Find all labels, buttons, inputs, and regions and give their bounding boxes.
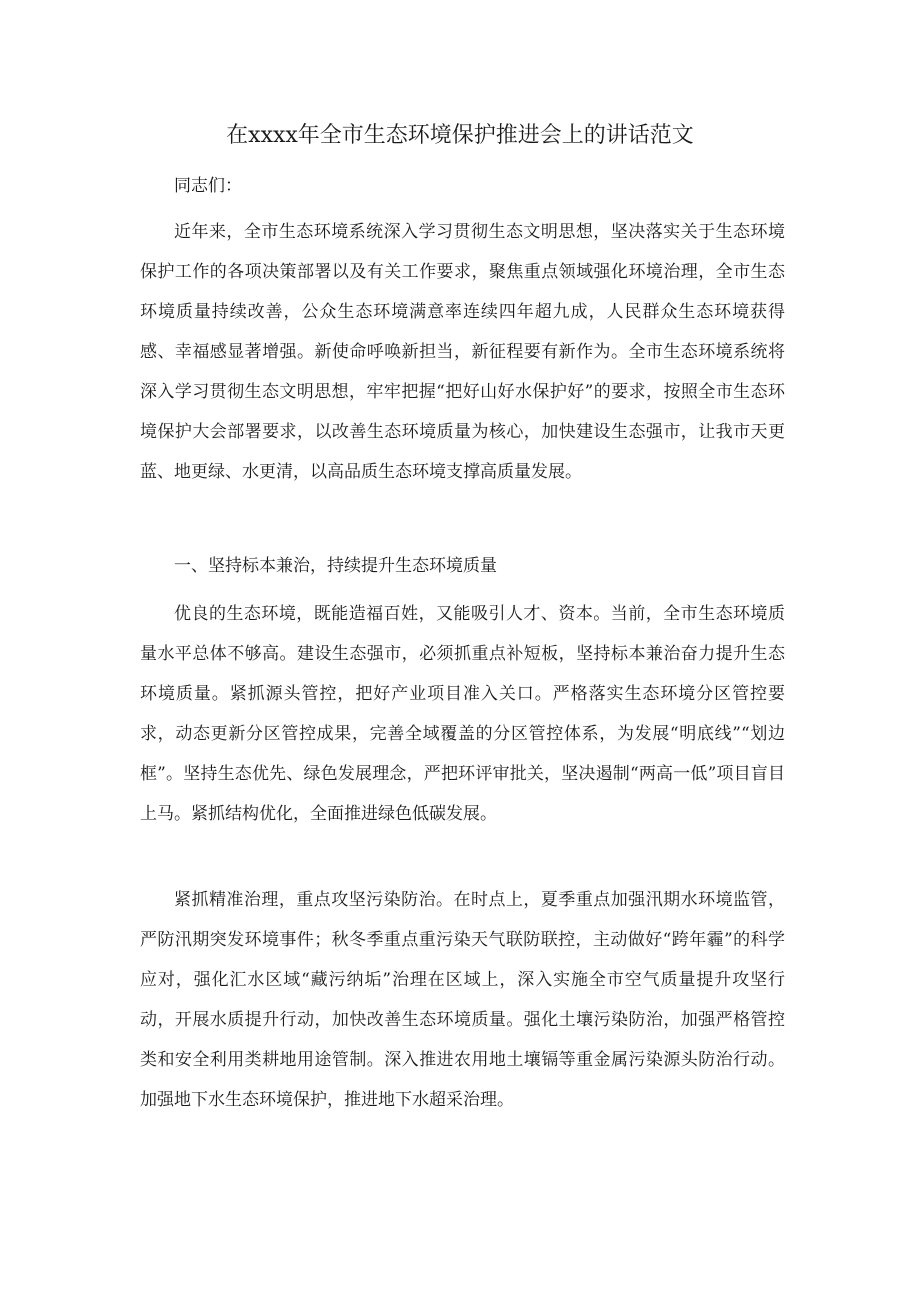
salutation: 同志们： (174, 176, 242, 196)
document-title: 在xxxx年全市生态环境保护推进会上的讲话范文 (226, 123, 694, 148)
paragraph-body-1: 优良的生态环境，既能造福百姓，又能吸引人才、资本。当前，全市生态环境质量水平总体不够高。建设生态强市，必须抓重点补短板，坚持标本兼治奋力提升生态环境质量。紧抓源头管控，把好产业项目准入关口。严格落实生态环境分区管控要求，动态更新分区管控成果，完善全域覆盖的分区管控体系，为发展“明底线”“划边框”。坚持生态优先、绿色发展理念，严把环评审批关，坚决遏制“两高一低”项目盲目上马。紧抓结构优化，全面推进绿色低碳发展。 (140, 604, 785, 824)
paragraph-body-2: 紧抓精准治理，重点攻坚污染防治。在时点上，夏季重点加强汛期水环境监管，严防汛期突发环境事件；秋冬季重点重污染天气联防联控，主动做好“跨年霾”的科学应对，强化汇水区域“藏污纳垢”治理在区域上，深入实施全市空气质量提升攻坚行动，开展水质提升行动，加快改善生态环境质量。强化土壤污染防治，加强严格管控类和安全利用类耕地用途管制。深入推进农用地土壤镉等重金属污染源头防治行动。加强地下水生态环境保护，推进地下水超采治理。 (140, 890, 785, 1110)
section-heading: 一、坚持标本兼治，持续提升生态环境质量 (174, 556, 497, 576)
paragraph-intro: 近年来，全市生态环境系统深入学习贯彻生态文明思想，坚决落实关于生态环境保护工作的各项决策部署以及有关工作要求，聚焦重点领域强化环境治理，全市生态环境质量持续改善，公众生态环境满意率连续四年超九成，人民群众生态环境获得感、幸福感显著增强。新使命呼唤新担当，新征程要有新作为。全市生态环境系统将深入学习贯彻生态文明思想，牢牢把握“把好山好水保护好”的要求，按照全市生态环境保护大会部署要求，以改善生态环境质量为核心，加快建设生态强市，让我市天更蓝、地更绿、水更清，以高品质生态环境支撑高质量发展。 (140, 222, 785, 482)
